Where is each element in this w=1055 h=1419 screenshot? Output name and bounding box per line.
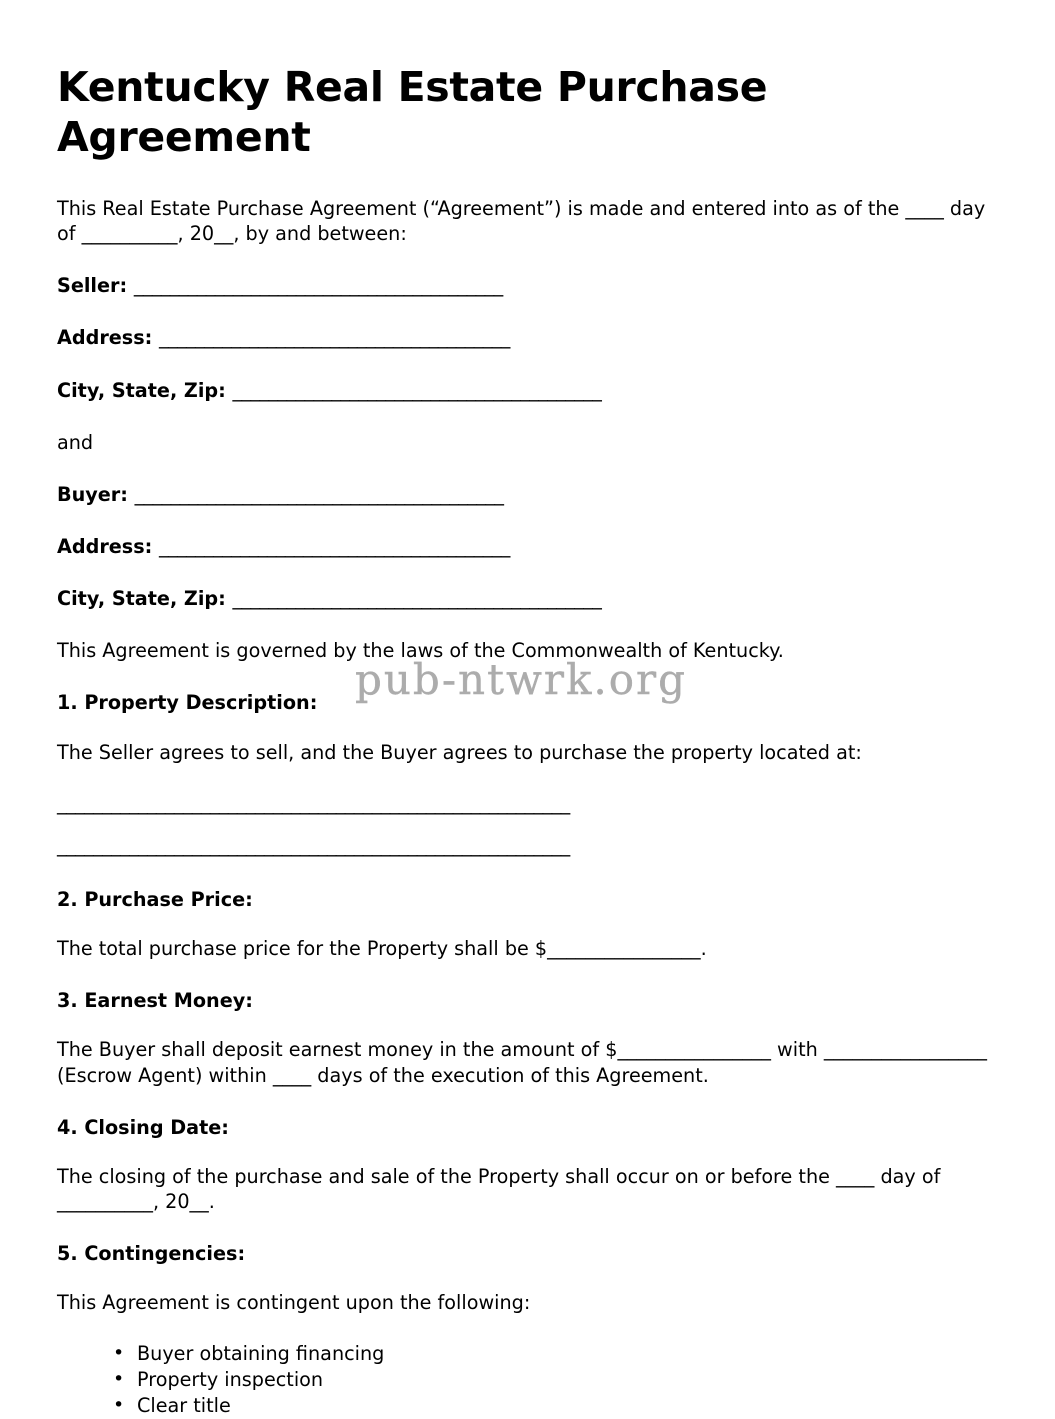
section-heading-earnest-money: 3. Earnest Money: [57,989,253,1013]
section-heading-closing-date: 4. Closing Date: [57,1115,229,1139]
section-heading-purchase-price: 2. Purchase Price: [57,888,253,911]
buyer-address-label: Address: [57,535,153,559]
page-title: Kentucky Real Estate Purchase Agreement [57,63,768,162]
list-item: • Property inspection [113,1368,995,1393]
governing-law-paragraph: This Agreement is governed by the laws of the Commonwealth of Kentucky. [57,639,784,663]
seller-city-state-zip-blank[interactable]: _________________________________________ [232,378,602,402]
buyer-city-state-zip-field[interactable] [57,586,995,611]
section-body-closing-date[interactable]: The closing of the purchase and sale of the Property shall occur on or before the ____ day of __________, 20__. [57,1164,941,1213]
section-heading-property-description: 1. Property Description: [57,691,318,715]
spacer [57,875,995,887]
seller-city-state-zip-field[interactable] [57,378,995,403]
watermark-text: pub-ntwrk.org [355,655,688,704]
intro-paragraph: This Real Estate Purchase Agreement (“Agreement”) is made and entered into as of the ____ day of __________, 20__, by and between: [57,197,986,246]
list-item: • Clear title [113,1394,995,1419]
and-connector: and [57,430,94,454]
seller-name-field[interactable] [57,273,995,298]
seller-address-blank[interactable]: _______________________________________ [159,326,510,350]
property-description-blank-line-1[interactable]: _________________________________________________________ [57,791,570,815]
seller-address-label: Address: [57,326,153,350]
buyer-address-blank[interactable]: _______________________________________ [159,535,510,559]
list-item: • Buyer obtaining financing [113,1342,995,1367]
buyer-address-field[interactable] [57,534,995,559]
property-description-blank-line-2[interactable]: _________________________________________________________ [57,833,570,857]
buyer-name-blank[interactable]: _________________________________________ [134,482,504,506]
section-body-contingencies: This Agreement is contingent upon the following: [57,1291,531,1315]
buyer-name-label: Buyer: [57,482,128,506]
section-body-property-description: The Seller agrees to sell, and the Buyer agrees to purchase the property located at: [57,740,862,764]
seller-city-state-zip-label: City, State, Zip: [57,378,226,402]
seller-address-field[interactable] [57,325,995,350]
buyer-city-state-zip-blank[interactable]: _________________________________________ [232,587,602,611]
seller-name-label: Seller: [57,274,128,298]
seller-name-blank[interactable]: _________________________________________ [133,274,503,298]
buyer-name-field[interactable] [57,482,995,507]
section-body-earnest-money[interactable]: The Buyer shall deposit earnest money in the amount of $________________ with _________________ (Escrow Agent) within ____ days of the execution of this Agreement. [57,1038,987,1087]
section-body-purchase-price[interactable]: The total purchase price for the Property shall be $________________. [57,937,707,961]
section-heading-contingencies: 5. Contingencies: [57,1242,246,1266]
contingency-list [57,1342,995,1419]
buyer-city-state-zip-label: City, State, Zip: [57,587,226,611]
